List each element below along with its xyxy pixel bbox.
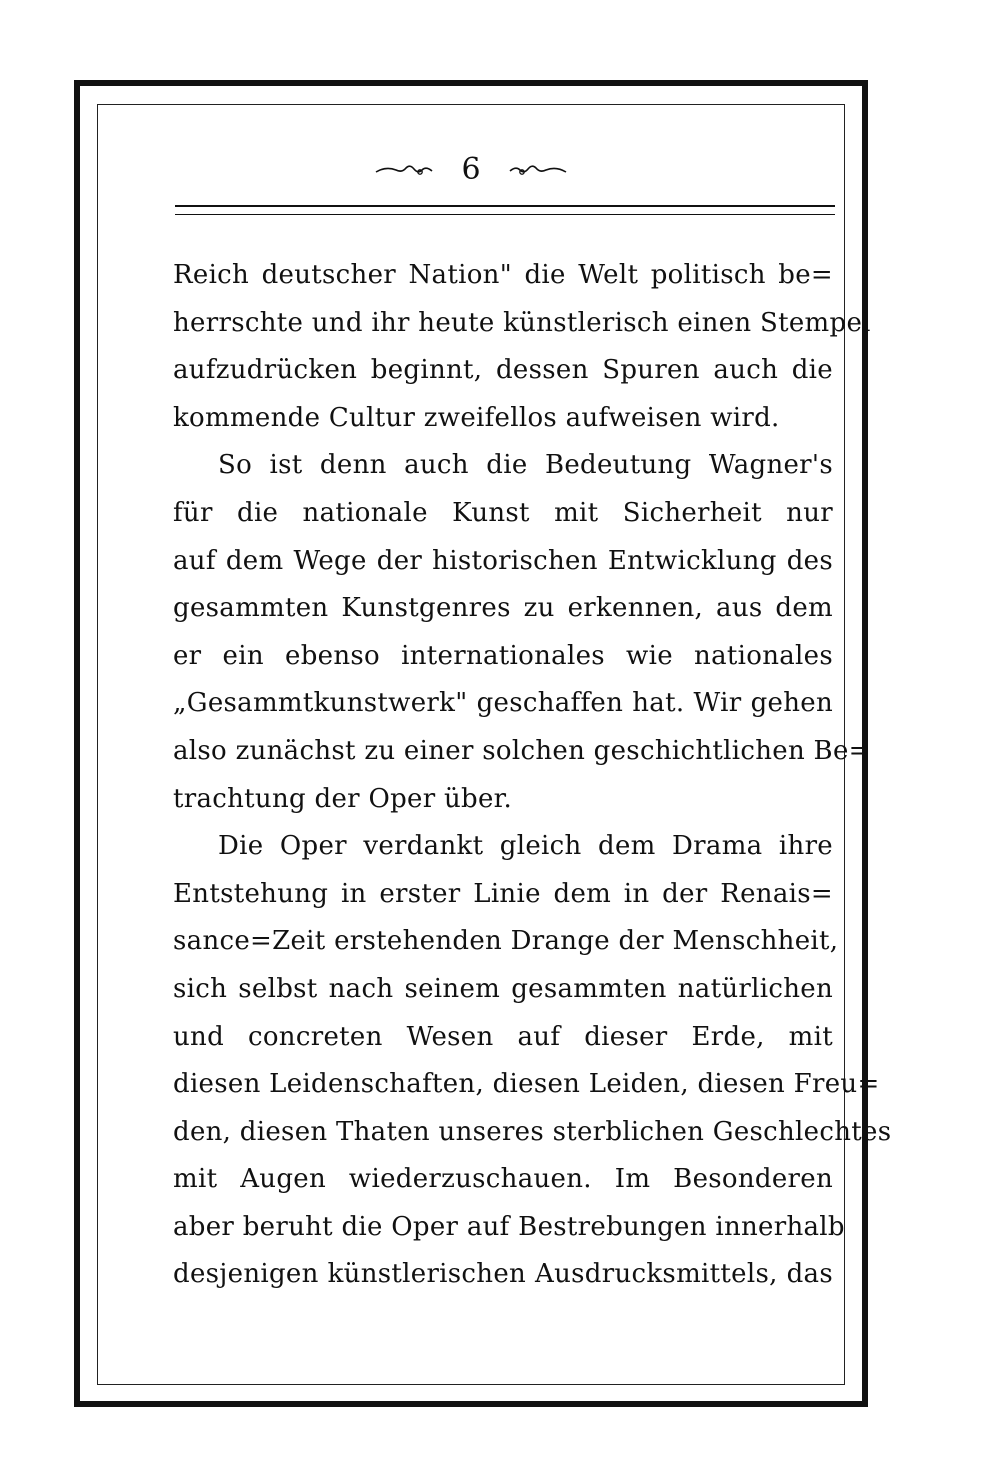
text-line: auf dem Wege der historischen Entwicklung des (173, 545, 833, 576)
text-line: „Gesammtkunstwerk" geschaffen hat. Wir gehen (173, 688, 833, 719)
text-line: den, diesen Thaten unseres sterblichen Geschlechtes (173, 1116, 892, 1147)
text-line: er ein ebenso internationales wie nationales (173, 640, 833, 671)
left-ornament-icon (374, 160, 434, 180)
text-line: für die nationale Kunst mit Sicherheit nur (173, 497, 833, 528)
right-ornament-icon (508, 160, 568, 180)
body-text (173, 252, 892, 1299)
text-line: sich selbst nach seinem gesammten natürlichen (173, 973, 833, 1004)
text-line: Entstehung in erster Linie dem in der Renais= (173, 878, 833, 909)
text-line: aufzudrücken beginnt, dessen Spuren auch die (173, 355, 833, 386)
page-number: 6 (461, 152, 481, 187)
text-line: aber beruht die Oper auf Bestrebungen innerhalb (173, 1211, 845, 1242)
text-line: diesen Leidenschaften, diesen Leiden, diesen Freu= (173, 1069, 880, 1100)
text-line: mit Augen wiederzuschauen. Im Besonderen (173, 1164, 833, 1195)
text-line: So ist denn auch die Bedeutung Wagner's (218, 450, 833, 481)
text-line: herrschte und ihr heute künstlerisch einen Stempel (173, 307, 871, 338)
text-line: und concreten Wesen auf dieser Erde, mit (173, 1021, 833, 1052)
text-line: sance=Zeit erstehenden Drange der Menschheit, (173, 926, 839, 957)
header-rule-thin (175, 214, 835, 215)
text-line: trachtung der Oper über. (173, 783, 513, 814)
text-line: kommende Cultur zweifellos aufweisen wird. (173, 402, 780, 433)
text-line: Die Oper verdankt gleich dem Drama ihre (218, 831, 833, 862)
text-line: also zunächst zu einer solchen geschichtlichen Be= (173, 735, 871, 766)
text-line: Reich deutscher Nation" die Welt politisch be= (173, 260, 833, 290)
header-rule-thick (175, 205, 835, 207)
text-line: gesammten Kunstgenres zu erkennen, aus dem (173, 593, 833, 624)
page-header (97, 150, 845, 190)
text-line: desjenigen künstlerischen Ausdrucksmittels, das (173, 1259, 833, 1290)
